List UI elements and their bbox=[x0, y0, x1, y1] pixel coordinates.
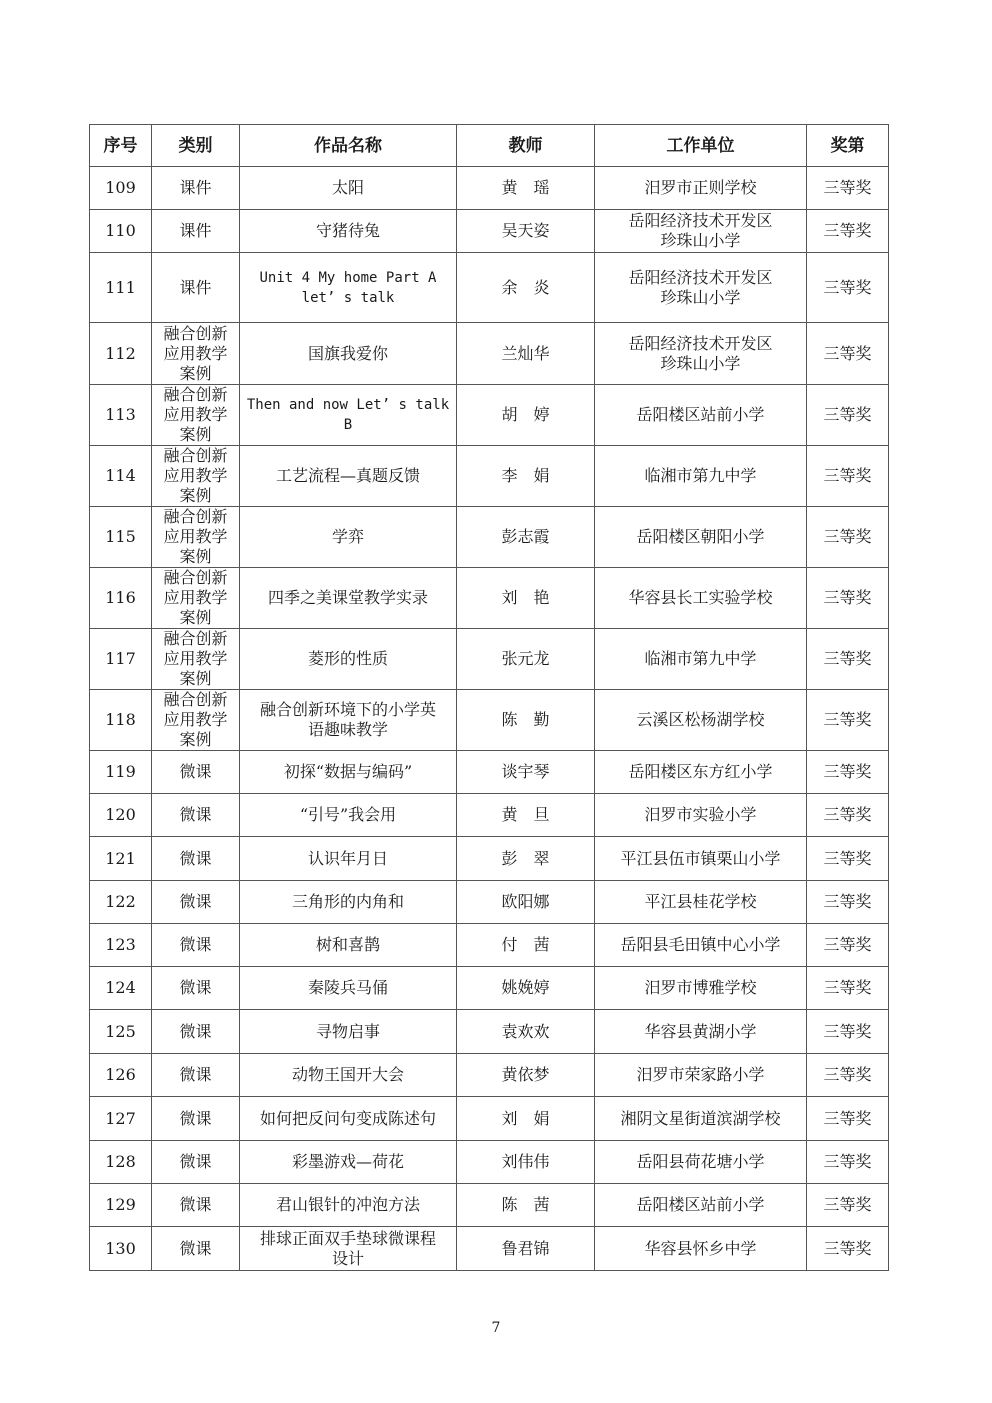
table-row bbox=[90, 323, 889, 385]
cell-teacher: 黄依梦 bbox=[457, 1054, 595, 1097]
cell-work: 寻物启事 bbox=[240, 1010, 457, 1054]
cell-award: 三等奖 bbox=[807, 167, 889, 210]
cell-category: 融合创新 应用教学 案例 bbox=[152, 323, 240, 385]
cell-category: 微课 bbox=[152, 1010, 240, 1054]
cell-teacher: 吴天姿 bbox=[457, 210, 595, 253]
table-row bbox=[90, 253, 889, 323]
cell-unit: 岳阳经济技术开发区 珍珠山小学 bbox=[595, 210, 807, 253]
table-row bbox=[90, 210, 889, 253]
cell-teacher: 付 茜 bbox=[457, 924, 595, 967]
cell-unit: 岳阳楼区东方红小学 bbox=[595, 751, 807, 794]
cell-work: 学弈 bbox=[240, 507, 457, 568]
cell-award: 三等奖 bbox=[807, 385, 889, 446]
header-no: 序号 bbox=[90, 125, 152, 167]
cell-unit: 华容县长工实验学校 bbox=[595, 568, 807, 629]
cell-award: 三等奖 bbox=[807, 507, 889, 568]
header-unit: 工作单位 bbox=[595, 125, 807, 167]
cell-teacher: 刘伟伟 bbox=[457, 1141, 595, 1184]
cell-category: 融合创新 应用教学 案例 bbox=[152, 629, 240, 690]
cell-work: 秦陵兵马俑 bbox=[240, 967, 457, 1010]
cell-work: 树和喜鹊 bbox=[240, 924, 457, 967]
cell-work: 动物王国开大会 bbox=[240, 1054, 457, 1097]
cell-teacher: 余 炎 bbox=[457, 253, 595, 323]
cell-award: 三等奖 bbox=[807, 629, 889, 690]
cell-teacher: 姚娩婷 bbox=[457, 967, 595, 1010]
table-row bbox=[90, 794, 889, 837]
cell-work: 认识年月日 bbox=[240, 837, 457, 881]
cell-category: 融合创新 应用教学 案例 bbox=[152, 568, 240, 629]
cell-category: 融合创新 应用教学 案例 bbox=[152, 446, 240, 507]
cell-category: 微课 bbox=[152, 837, 240, 881]
table-row bbox=[90, 881, 889, 924]
cell-no: 119 bbox=[90, 751, 152, 794]
table-row bbox=[90, 385, 889, 446]
table-row bbox=[90, 446, 889, 507]
cell-teacher: 李 娟 bbox=[457, 446, 595, 507]
cell-award: 三等奖 bbox=[807, 751, 889, 794]
cell-teacher: 张元龙 bbox=[457, 629, 595, 690]
cell-category: 课件 bbox=[152, 210, 240, 253]
cell-category: 课件 bbox=[152, 167, 240, 210]
cell-work: 四季之美课堂教学实录 bbox=[240, 568, 457, 629]
cell-teacher: 胡 婷 bbox=[457, 385, 595, 446]
cell-category: 微课 bbox=[152, 751, 240, 794]
table-row bbox=[90, 751, 889, 794]
cell-work: 如何把反问句变成陈述句 bbox=[240, 1097, 457, 1141]
header-award: 奖第 bbox=[807, 125, 889, 167]
table-row bbox=[90, 1054, 889, 1097]
cell-teacher: 谈宇琴 bbox=[457, 751, 595, 794]
cell-unit: 华容县黄湖小学 bbox=[595, 1010, 807, 1054]
cell-award: 三等奖 bbox=[807, 210, 889, 253]
table-row bbox=[90, 507, 889, 568]
cell-no: 118 bbox=[90, 690, 152, 751]
table-row bbox=[90, 967, 889, 1010]
cell-work: 君山银针的冲泡方法 bbox=[240, 1184, 457, 1227]
cell-category: 微课 bbox=[152, 1227, 240, 1271]
cell-no: 127 bbox=[90, 1097, 152, 1141]
cell-no: 125 bbox=[90, 1010, 152, 1054]
cell-category: 融合创新 应用教学 案例 bbox=[152, 507, 240, 568]
page-number: 7 bbox=[491, 1320, 501, 1336]
cell-award: 三等奖 bbox=[807, 568, 889, 629]
cell-category: 微课 bbox=[152, 1184, 240, 1227]
cell-category: 微课 bbox=[152, 1097, 240, 1141]
cell-award: 三等奖 bbox=[807, 1227, 889, 1271]
cell-work: 初探“数据与编码” bbox=[240, 751, 457, 794]
cell-unit: 临湘市第九中学 bbox=[595, 629, 807, 690]
cell-teacher: 彭志霞 bbox=[457, 507, 595, 568]
table-body bbox=[90, 167, 889, 1271]
cell-unit: 华容县怀乡中学 bbox=[595, 1227, 807, 1271]
table-row bbox=[90, 167, 889, 210]
cell-no: 109 bbox=[90, 167, 152, 210]
table-row bbox=[90, 690, 889, 751]
cell-unit: 岳阳楼区站前小学 bbox=[595, 385, 807, 446]
cell-award: 三等奖 bbox=[807, 1184, 889, 1227]
table-row bbox=[90, 1141, 889, 1184]
cell-no: 122 bbox=[90, 881, 152, 924]
cell-no: 124 bbox=[90, 967, 152, 1010]
cell-category: 微课 bbox=[152, 967, 240, 1010]
cell-award: 三等奖 bbox=[807, 794, 889, 837]
cell-category: 微课 bbox=[152, 1054, 240, 1097]
cell-unit: 岳阳经济技术开发区 珍珠山小学 bbox=[595, 323, 807, 385]
cell-award: 三等奖 bbox=[807, 1010, 889, 1054]
cell-category: 微课 bbox=[152, 924, 240, 967]
table-row bbox=[90, 924, 889, 967]
table-row bbox=[90, 837, 889, 881]
table-row bbox=[90, 1184, 889, 1227]
cell-teacher: 陈 勤 bbox=[457, 690, 595, 751]
cell-category: 融合创新 应用教学 案例 bbox=[152, 690, 240, 751]
cell-unit: 湘阴文星街道滨湖学校 bbox=[595, 1097, 807, 1141]
cell-teacher: 刘 艳 bbox=[457, 568, 595, 629]
cell-teacher: 欧阳娜 bbox=[457, 881, 595, 924]
cell-teacher: 彭 翠 bbox=[457, 837, 595, 881]
cell-teacher: 刘 娟 bbox=[457, 1097, 595, 1141]
cell-teacher: 鲁君锦 bbox=[457, 1227, 595, 1271]
header-work: 作品名称 bbox=[240, 125, 457, 167]
table-row bbox=[90, 1097, 889, 1141]
cell-award: 三等奖 bbox=[807, 881, 889, 924]
cell-work: 彩墨游戏—荷花 bbox=[240, 1141, 457, 1184]
cell-no: 111 bbox=[90, 253, 152, 323]
cell-teacher: 黄 瑶 bbox=[457, 167, 595, 210]
cell-unit: 岳阳经济技术开发区 珍珠山小学 bbox=[595, 253, 807, 323]
cell-unit: 汨罗市实验小学 bbox=[595, 794, 807, 837]
cell-award: 三等奖 bbox=[807, 1054, 889, 1097]
header-row bbox=[90, 125, 889, 167]
cell-work: 守猪待兔 bbox=[240, 210, 457, 253]
cell-teacher: 陈 茜 bbox=[457, 1184, 595, 1227]
cell-award: 三等奖 bbox=[807, 323, 889, 385]
cell-no: 128 bbox=[90, 1141, 152, 1184]
cell-no: 110 bbox=[90, 210, 152, 253]
cell-award: 三等奖 bbox=[807, 1141, 889, 1184]
cell-work: 国旗我爱你 bbox=[240, 323, 457, 385]
cell-award: 三等奖 bbox=[807, 690, 889, 751]
cell-unit: 汨罗市博雅学校 bbox=[595, 967, 807, 1010]
cell-unit: 岳阳楼区朝阳小学 bbox=[595, 507, 807, 568]
cell-award: 三等奖 bbox=[807, 924, 889, 967]
cell-unit: 汨罗市荣家路小学 bbox=[595, 1054, 807, 1097]
cell-no: 126 bbox=[90, 1054, 152, 1097]
cell-no: 129 bbox=[90, 1184, 152, 1227]
cell-unit: 云溪区松杨湖学校 bbox=[595, 690, 807, 751]
table-row bbox=[90, 568, 889, 629]
cell-category: 微课 bbox=[152, 881, 240, 924]
cell-teacher: 袁欢欢 bbox=[457, 1010, 595, 1054]
cell-no: 112 bbox=[90, 323, 152, 385]
awards-table bbox=[89, 124, 889, 1271]
cell-unit: 岳阳楼区站前小学 bbox=[595, 1184, 807, 1227]
cell-unit: 岳阳县荷花塘小学 bbox=[595, 1141, 807, 1184]
cell-category: 融合创新 应用教学 案例 bbox=[152, 385, 240, 446]
cell-no: 117 bbox=[90, 629, 152, 690]
cell-no: 114 bbox=[90, 446, 152, 507]
cell-work: “引号”我会用 bbox=[240, 794, 457, 837]
cell-work: 太阳 bbox=[240, 167, 457, 210]
cell-no: 130 bbox=[90, 1227, 152, 1271]
cell-category: 微课 bbox=[152, 794, 240, 837]
cell-award: 三等奖 bbox=[807, 253, 889, 323]
cell-category: 课件 bbox=[152, 253, 240, 323]
cell-no: 121 bbox=[90, 837, 152, 881]
cell-work: 排球正面双手垫球微课程 设计 bbox=[240, 1227, 457, 1271]
header-teacher: 教师 bbox=[457, 125, 595, 167]
cell-work: 工艺流程—真题反馈 bbox=[240, 446, 457, 507]
header-category: 类别 bbox=[152, 125, 240, 167]
table-row bbox=[90, 629, 889, 690]
cell-no: 116 bbox=[90, 568, 152, 629]
cell-no: 115 bbox=[90, 507, 152, 568]
cell-work: 三角形的内角和 bbox=[240, 881, 457, 924]
cell-work: 菱形的性质 bbox=[240, 629, 457, 690]
cell-category: 微课 bbox=[152, 1141, 240, 1184]
cell-no: 113 bbox=[90, 385, 152, 446]
cell-teacher: 黄 旦 bbox=[457, 794, 595, 837]
cell-award: 三等奖 bbox=[807, 837, 889, 881]
cell-teacher: 兰灿华 bbox=[457, 323, 595, 385]
cell-award: 三等奖 bbox=[807, 967, 889, 1010]
table-row bbox=[90, 1010, 889, 1054]
cell-no: 120 bbox=[90, 794, 152, 837]
cell-award: 三等奖 bbox=[807, 446, 889, 507]
cell-work: Unit 4 My home Part A let’ s talk bbox=[240, 253, 457, 323]
cell-unit: 临湘市第九中学 bbox=[595, 446, 807, 507]
cell-unit: 平江县伍市镇栗山小学 bbox=[595, 837, 807, 881]
cell-unit: 平江县桂花学校 bbox=[595, 881, 807, 924]
cell-work: Then and now Let’ s talk B bbox=[240, 385, 457, 446]
cell-no: 123 bbox=[90, 924, 152, 967]
cell-award: 三等奖 bbox=[807, 1097, 889, 1141]
cell-unit: 汨罗市正则学校 bbox=[595, 167, 807, 210]
cell-unit: 岳阳县毛田镇中心小学 bbox=[595, 924, 807, 967]
table-row bbox=[90, 1227, 889, 1271]
cell-work: 融合创新环境下的小学英 语趣味教学 bbox=[240, 690, 457, 751]
